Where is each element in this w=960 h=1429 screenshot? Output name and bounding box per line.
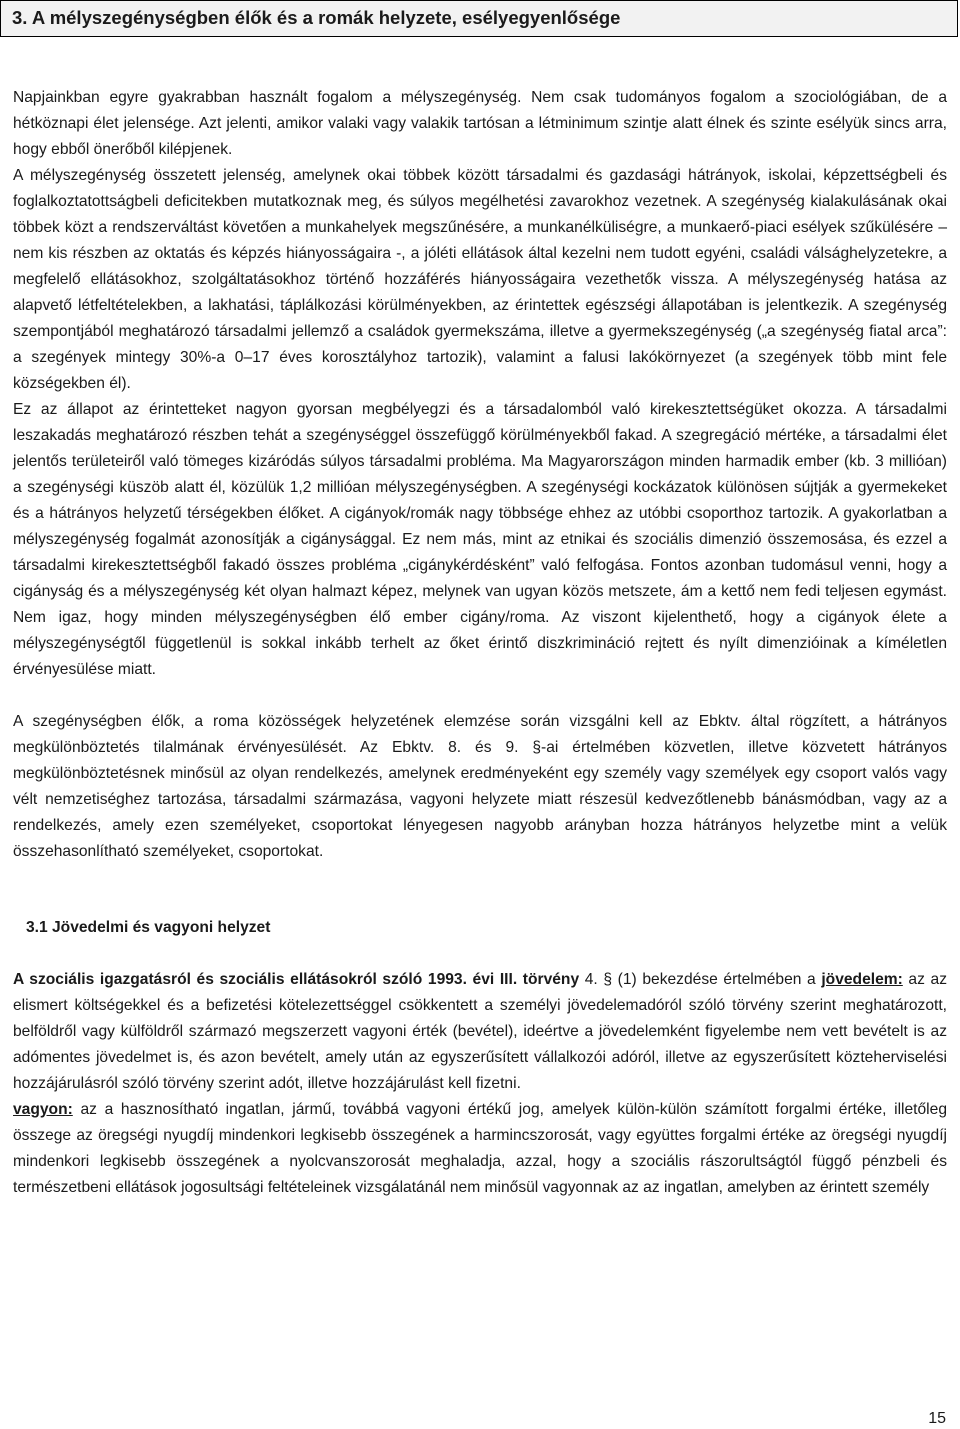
law-title: A szociális igazgatásról és szociális ellátásokról szóló 1993. évi III. törvény bbox=[13, 971, 580, 988]
section-heading bbox=[0, 0, 958, 37]
law-reference: 4. § (1) bekezdése értelmében a bbox=[579, 971, 816, 988]
income-definition: az az elismert költségekkel és a befizetési kötelezettséggel csökkentett a személyi jövedelemadóról szóló törvény szerint meghatározott, belföldről vagy külföldről származó megszerzett vagyoni érték (bevétel), ideértve a jövedelemként figyelembe nem vett bevételt is az adómentes jövedelmet is, és azon bevételt, amely után az egyszerűsített vállalkozói adóról, illetve az egyszerűsített közteherviselési hozzájárulásról szóló törvény szerint adót, illetve hozzájárulást kell fizetni. bbox=[13, 971, 947, 1092]
section-heading-text: 3. A mélyszegénységben élők és a romák helyzete, esélyegyenlősége bbox=[12, 7, 621, 28]
paragraph-causes: A mélyszegénység összetett jelenség, amelynek okai többek között társadalmi és gazdasági hátrányok, iskolai, képzettségbeli és foglalkoztatottságbeli deficitekben mutatkoznak meg, és súlyos megélhetési zavarokhoz vezetnek. A szegénység kialakulásának okai többek közt a rendszerváltást követően a munkahelyek megszűnésére, a munkanélküliségre, a munkaerő-piaci esélyek szűkülésére – nem kis részben az oktatás és képzés hiányosságaira -, a jóléti ellátások által kezelni nem tudott egyéni, családi válsághelyzetekre, a megfelelő ellátásokhoz, szolgáltatásokhoz történő hozzáférés hiányosságaira vezethetők vissza. A mélyszegénység hatása az alapvető létfeltételekben, a lakhatási, táplálkozási körülményekben, az érintettek egészségi állapotában is jelentkezik. A szegénység szempontjából meghatározó társadalmi jellemző a családok gyermekszáma, illetve a gyermekszegénység („a szegénység fiatal arca”: a szegények mintegy 30%-a 0–17 éves korosztályhoz tartozik), valamint a falusi lakókörnyezet (a szegények több mint fele községekben él). bbox=[13, 167, 947, 392]
term-income: jövedelem: bbox=[821, 971, 903, 988]
subsection-heading: 3.1 Jövedelmi és vagyoni helyzet bbox=[26, 919, 271, 936]
page-number: 15 bbox=[928, 1410, 946, 1427]
term-wealth: vagyon: bbox=[13, 1101, 73, 1118]
spacer bbox=[13, 865, 947, 915]
paragraph-wealth-definition bbox=[13, 1097, 947, 1201]
paragraph-intro: Napjainkban egyre gyakrabban használt fogalom a mélyszegénység. Nem csak tudományos fogalom a szociológiában, de a hétköznapi élet jelensége. Azt jelenti, amikor valaki vagy valakik tartósan a létminimum szintje alatt élnek és szinte esélyük sincs arra, hogy ebből önerőből kilépjenek. bbox=[13, 89, 947, 158]
spacer bbox=[13, 941, 947, 967]
wealth-definition: az a hasznosítható ingatlan, jármű, továbbá vagyoni értékű jog, amelyek külön-külön számított forgalmi értéke, illetőleg összege az öregségi nyugdíj mindenkori legkisebb összegének a harmincszorosát, vagy együttes forgalmi értéke az öregségi nyugdíj mindenkori legkisebb összegének a nyolcvanszorosát meghaladja, azzal, hogy a szociális rászorultságtól függő pénzbeli és természetbeni ellátások jogosultsági feltételeinek vizsgálatánál nem minősül vagyonnak az az ingatlan, amelyben az érintett személy bbox=[13, 1101, 947, 1196]
document-body bbox=[13, 85, 947, 1201]
paragraph-ebktv: A szegénységben élők, a roma közösségek helyzetének elemzése során vizsgálni kell az Ebktv. által rögzített, a hátrányos megkülönböztetés tilalmának érvényesülését. Az Ebktv. 8. és 9. §-ai értelmében közvetlen, illetve közvetett hátrányos megkülönböztetésnek minősül az olyan rendelkezés, amelynek eredményeként egy személy vagy személyek egy csoport valós vagy vélt nemzetiséghez tartozása, társadalmi származása, vagyoni helyzete miatt részesül kedvezőtlenebb bánásmódban, vagy az a rendelkezés, amely ezen személyeket, csoportokat lényegesen nagyobb arányban hozza hátrányos helyzetbe mint a velük összehasonlítható személyeket, csoportokat. bbox=[13, 713, 947, 860]
paragraph-exclusion: Ez az állapot az érintetteket nagyon gyorsan megbélyegzi és a társadalomból való kirekesztettségüket okozza. A társadalmi leszakadás meghatározó részben tehát a szegénységgel összefüggő körülményekből fakad. A szegregáció mértéke, a társadalmi élet jelentős területeiről való tömeges kizáródás súlyos társadalmi probléma. Ma Magyarországon minden harmadik ember (kb. 3 millióan) a szegénységi küszöb alatt él, közülük 1,2 millióan mélyszegénységben. A szegénységi kockázatok különösen sújtják a gyermekeket és a hátrányos helyzetű térségekben élőket. A cigányok/romák nagy többsége ehhez az utóbbi csoporthoz tartozik. A gyakorlatban a mélyszegénység fogalmát azonosítják a cigánysággal. Ez nem más, mint az etnikai és szociális dimenzió összemosása, és ezzel a társadalmi kirekesztettségből fakadó összes probléma „cigánykérdésként” való felfogása. Fontos azonban tudomásul venni, hogy a cigányság és a mélyszegénység két olyan halmazt képez, melynek van ugyan közös metszete, ám a kettő nem fedi teljesen egymást. Nem igaz, hogy minden mélyszegénységben élő ember cigány/roma. Az viszont kijelenthető, hogy a cigányok élete a mélyszegénységtől függetlenül is sokkal inkább terhelt az őket érintő diszkrimináció rejtett és nyílt dimenzióinak a kíméletlen érvényesülése miatt. bbox=[13, 401, 947, 678]
spacer bbox=[13, 683, 947, 709]
paragraph-income-definition bbox=[13, 967, 947, 1097]
